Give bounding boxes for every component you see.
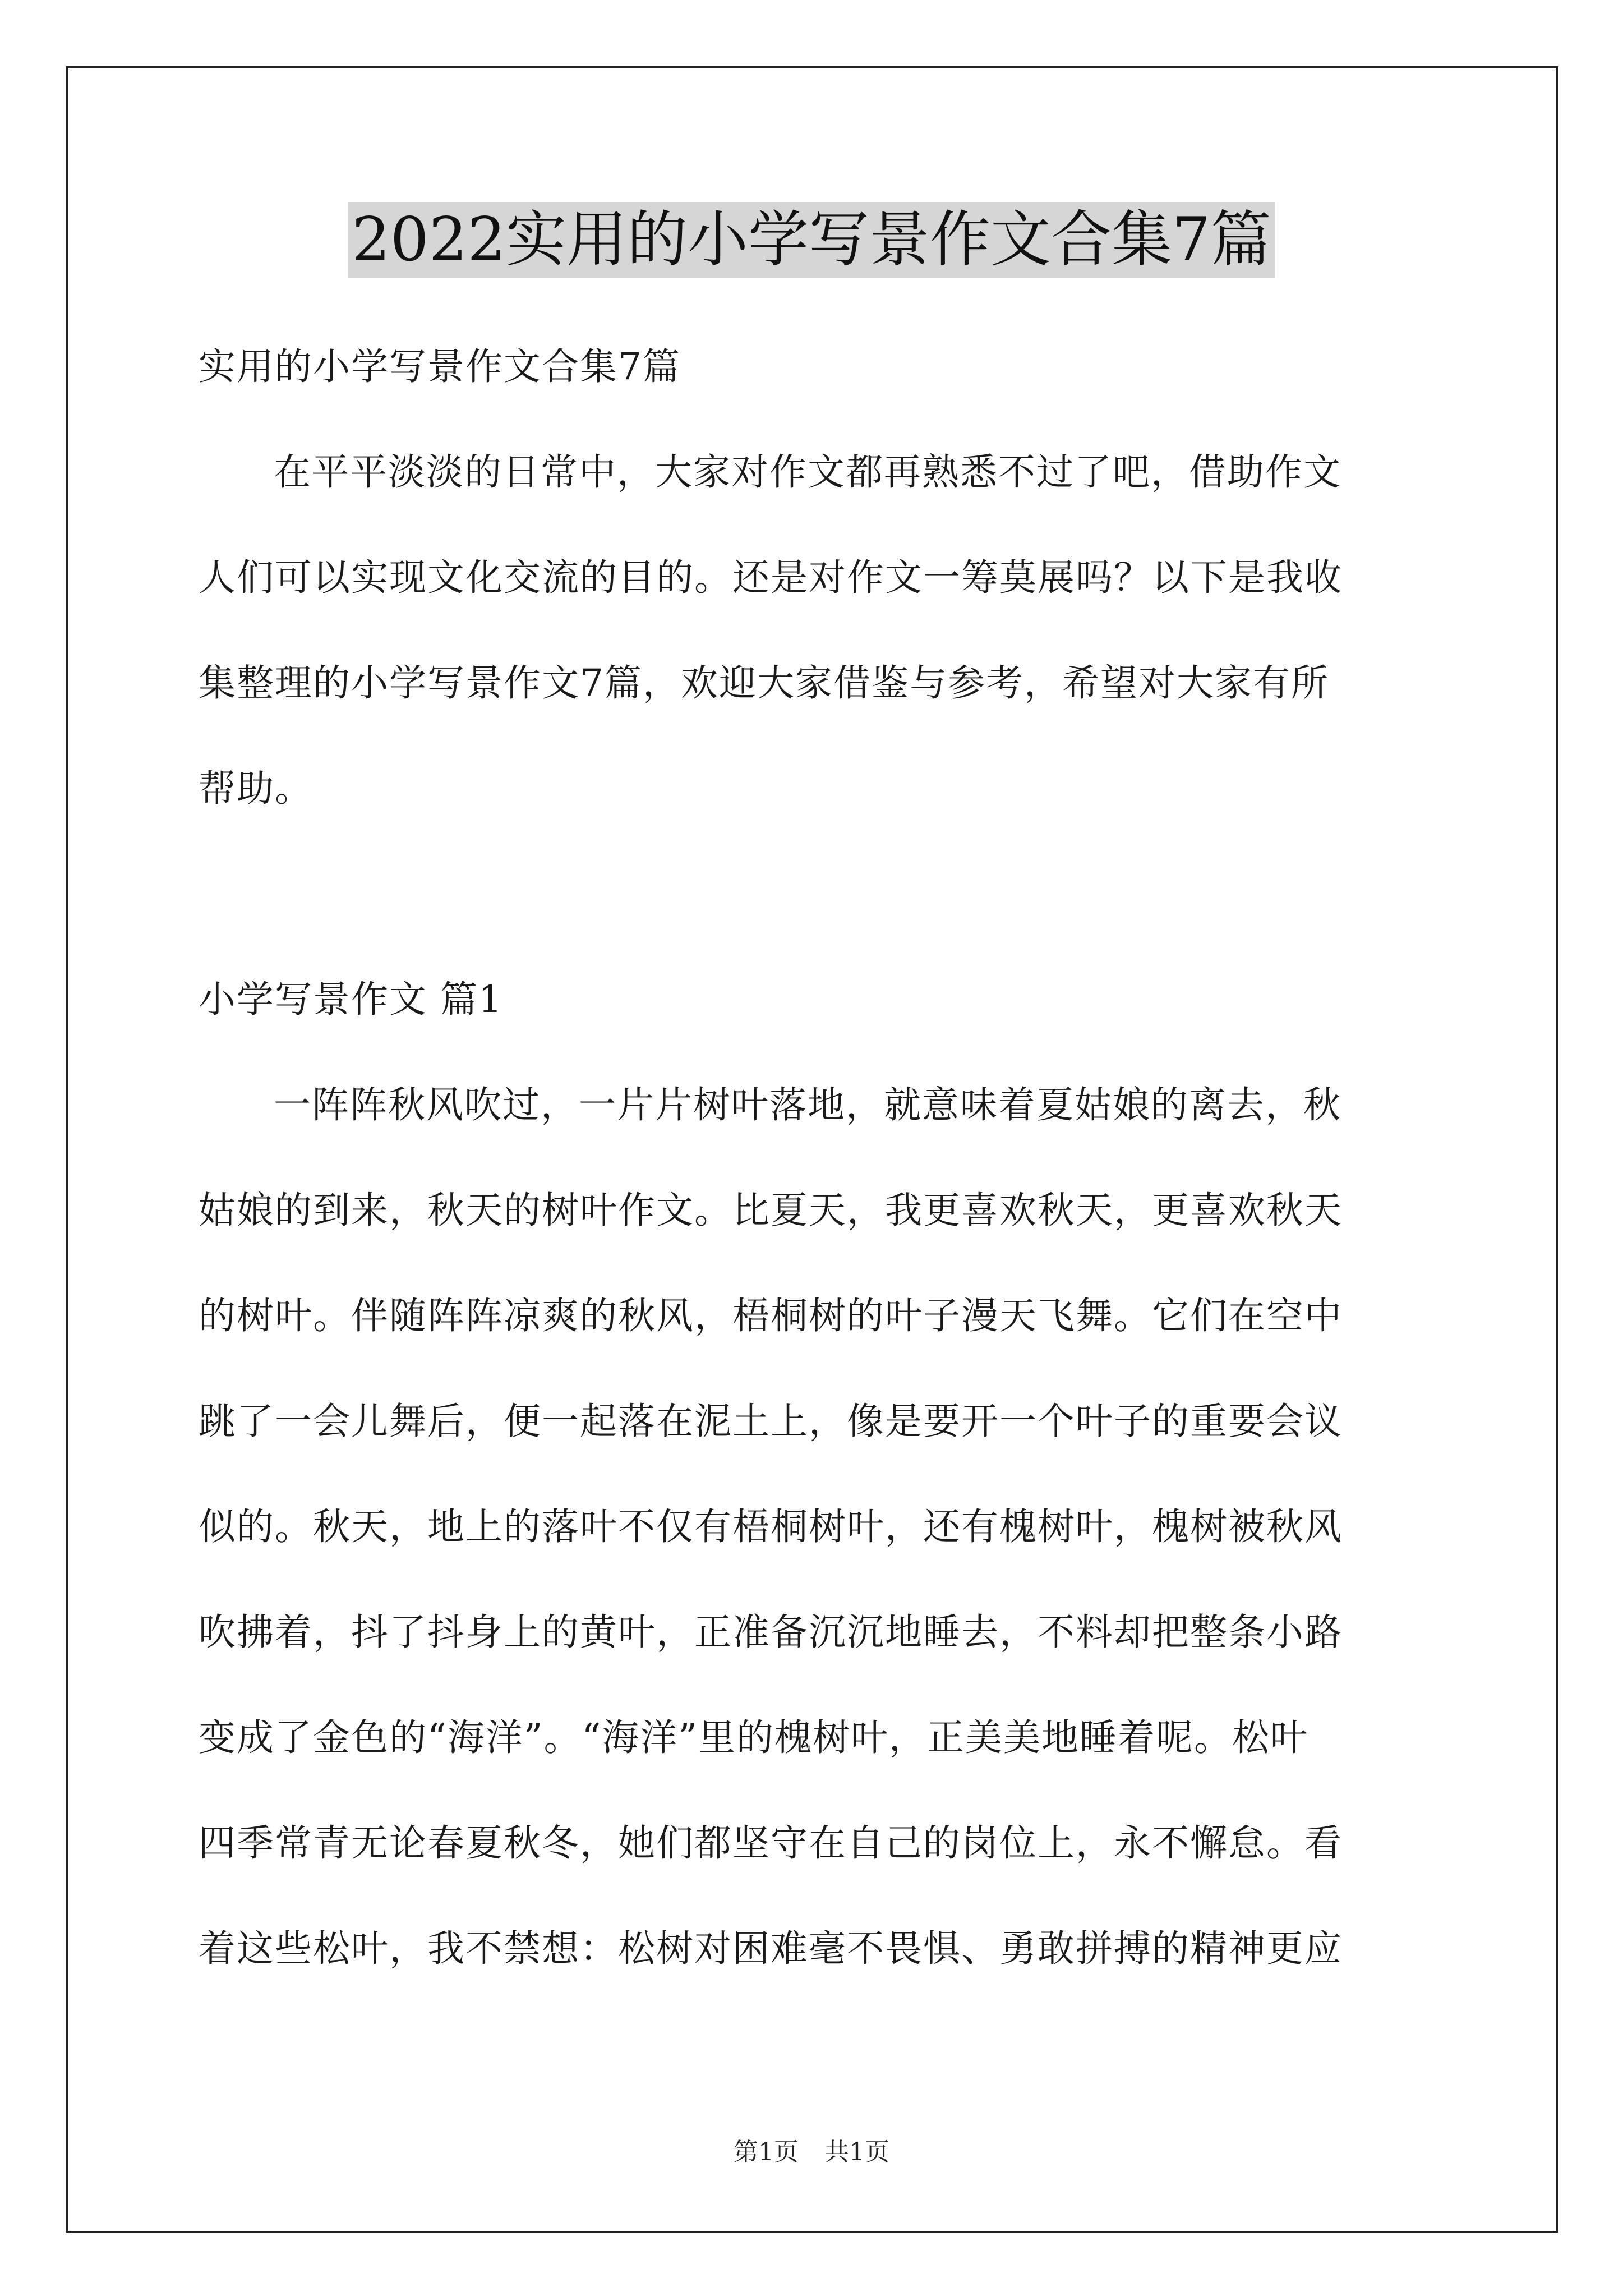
section-line: 一阵阵秋风吹过，一片片树叶落地，就意味着夏姑娘的离去，秋 bbox=[274, 1083, 1341, 1126]
section-heading: 小学写景作文 篇1 bbox=[199, 978, 503, 1021]
title-wrap bbox=[0, 202, 1623, 278]
section-line: 四季常青无论春夏秋冬，她们都坚守在自己的岗位上，永不懈怠。看 bbox=[199, 1821, 1343, 1865]
intro-line: 帮助。 bbox=[199, 767, 313, 810]
document-title: 2022实用的小学写景作文合集7篇 bbox=[348, 202, 1275, 278]
intro-line: 人们可以实现文化交流的目的。还是对作文一筹莫展吗？以下是我收 bbox=[199, 556, 1343, 599]
section-line: 姑娘的到来，秋天的树叶作文。比夏天，我更喜欢秋天，更喜欢秋天 bbox=[199, 1189, 1343, 1232]
page-footer bbox=[0, 2132, 1623, 2168]
document-body bbox=[199, 314, 1424, 2001]
intro-line: 集整理的小学写景作文7篇，欢迎大家借鉴与参考，希望对大家有所 bbox=[199, 661, 1329, 705]
page-total: 共1页 bbox=[824, 2138, 889, 2166]
page-number: 第1页 bbox=[734, 2138, 799, 2166]
section-line: 吹拂着，抖了抖身上的黄叶，正准备沉沉地睡去，不料却把整条小路 bbox=[199, 1611, 1343, 1654]
section-line: 变成了金色的“海洋”。“海洋”里的槐树叶，正美美地睡着呢。松叶 bbox=[199, 1716, 1308, 1759]
section-line: 的树叶。伴随阵阵凉爽的秋风，梧桐树的叶子漫天飞舞。它们在空中 bbox=[199, 1294, 1343, 1337]
section-line: 跳了一会儿舞后，便一起落在泥土上，像是要开一个叶子的重要会议 bbox=[199, 1400, 1343, 1443]
section-line: 似的。秋天，地上的落叶不仅有梧桐树叶，还有槐树叶，槐树被秋风 bbox=[199, 1505, 1343, 1548]
paragraph-gap bbox=[199, 841, 1424, 947]
intro-line: 在平平淡淡的日常中，大家对作文都再熟悉不过了吧，借助作文 bbox=[274, 450, 1341, 494]
document-subtitle: 实用的小学写景作文合集7篇 bbox=[199, 345, 681, 388]
section-line: 着这些松叶，我不禁想：松树对困难毫不畏惧、勇敢拼搏的精神更应 bbox=[199, 1927, 1343, 1970]
